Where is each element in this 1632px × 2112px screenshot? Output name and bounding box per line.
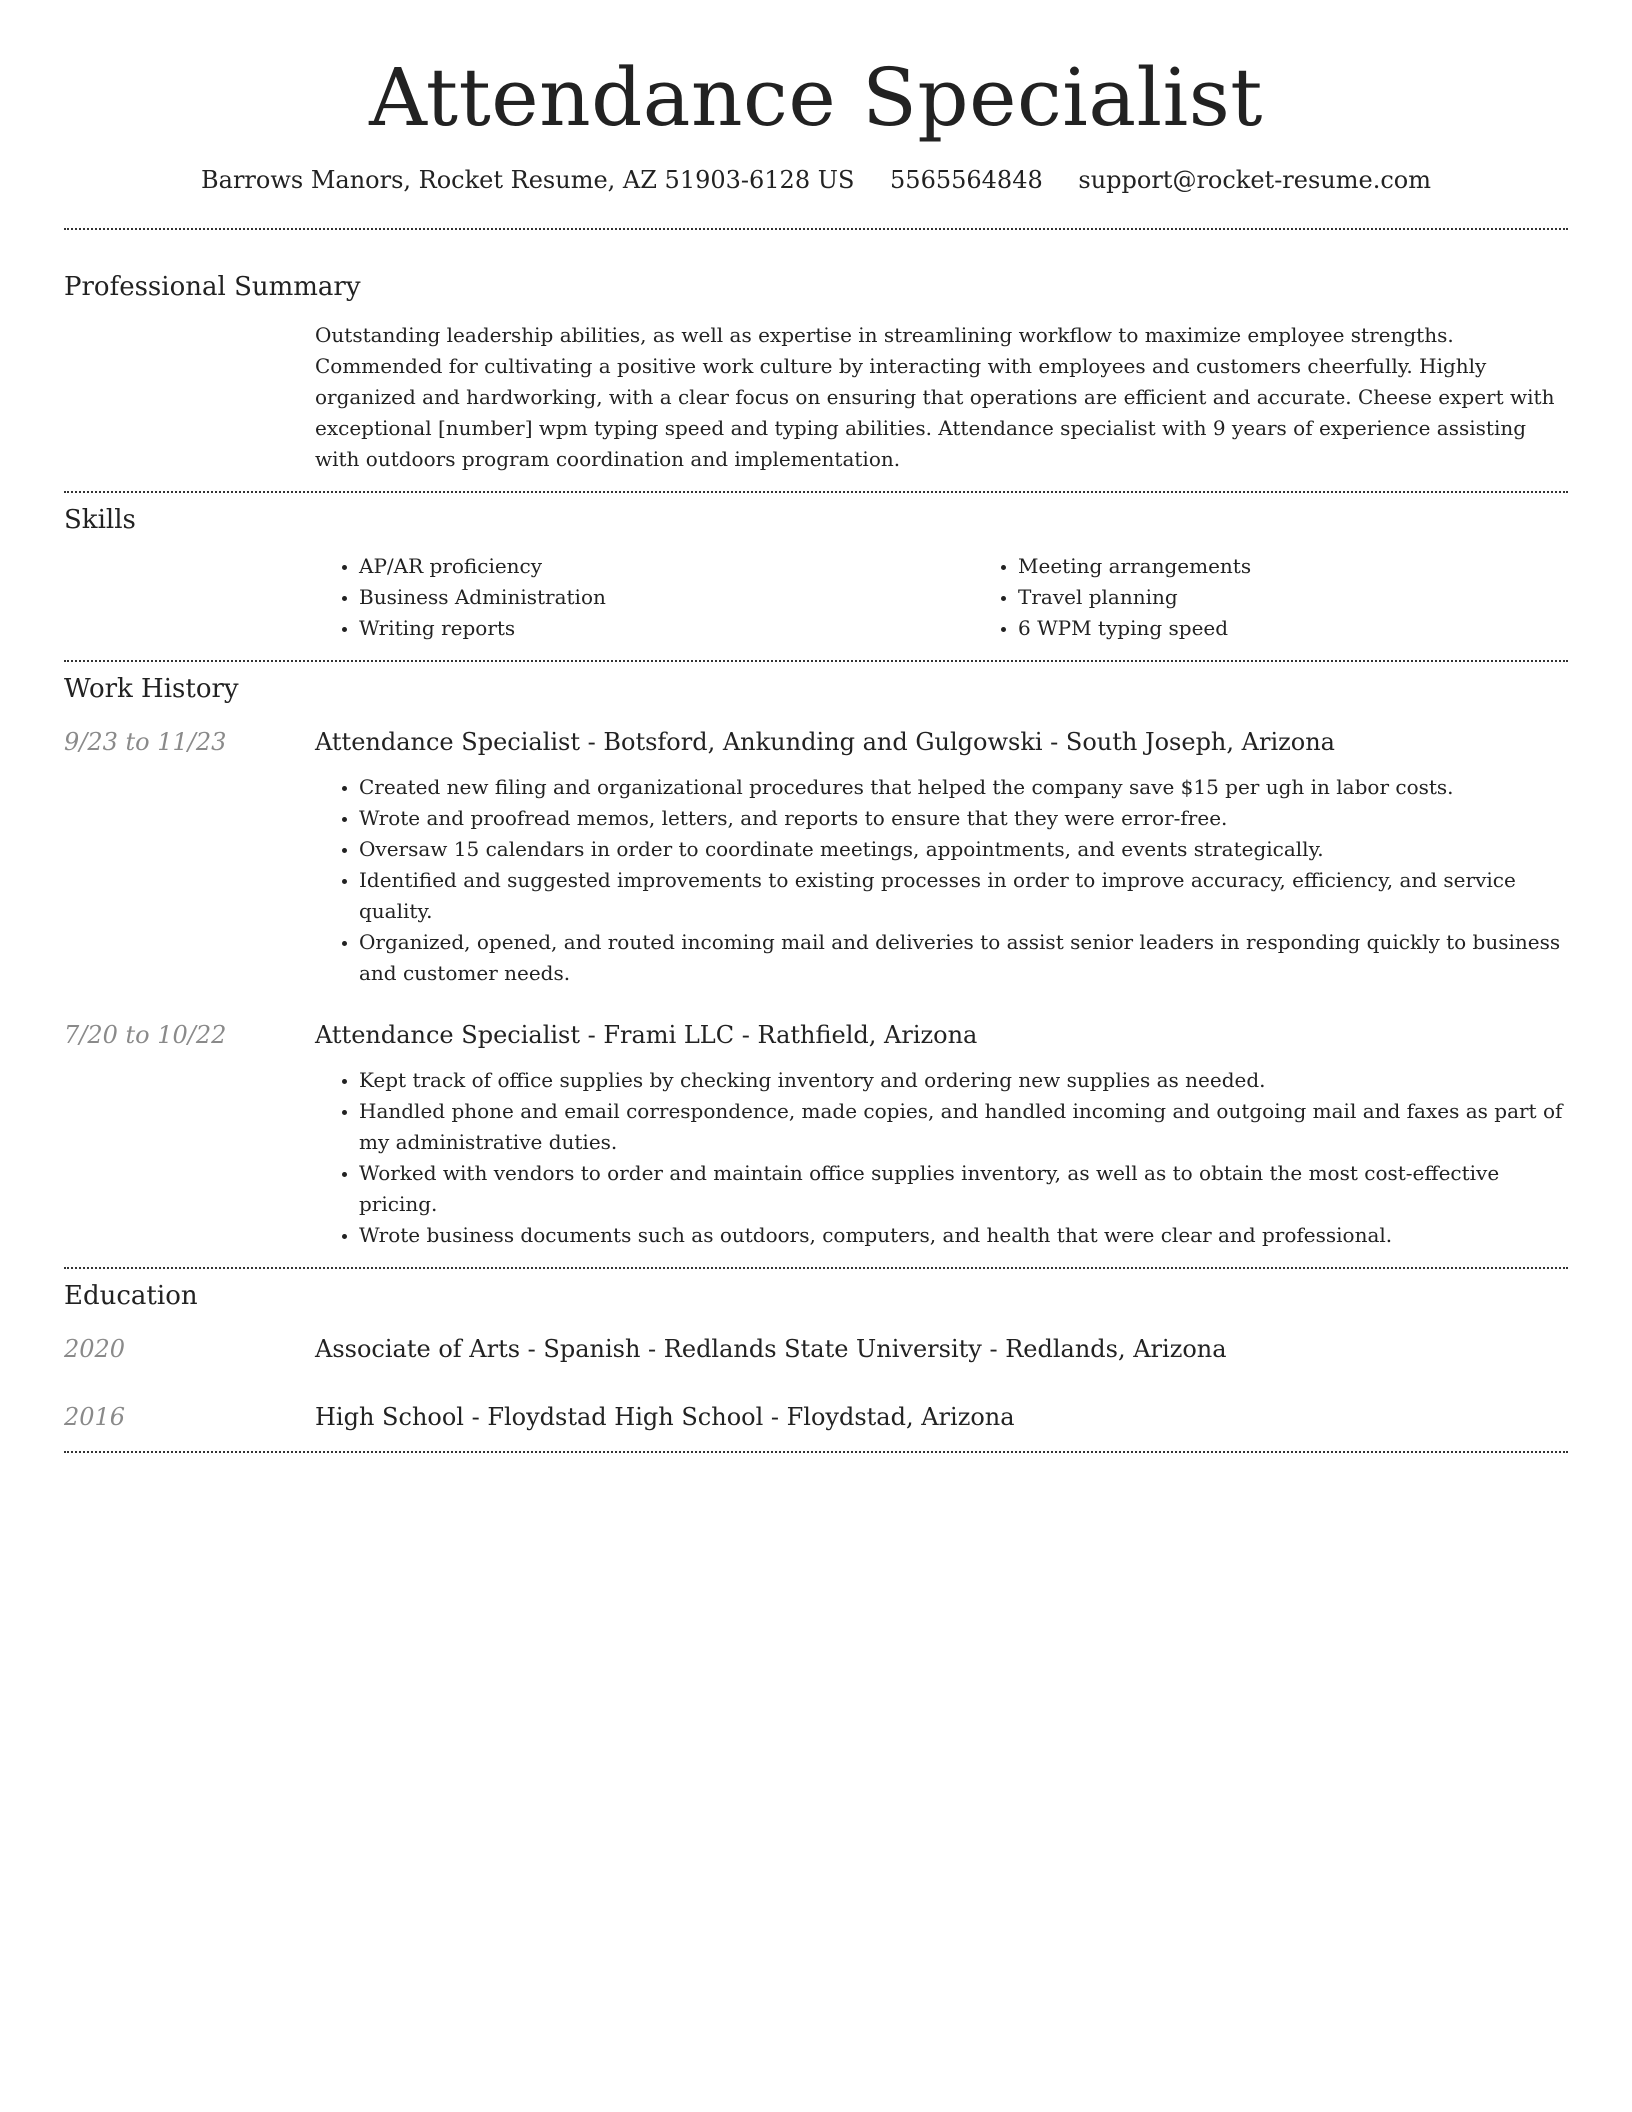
skills-list-right <box>974 551 1251 644</box>
job-bullet: • Handled phone and email correspondence, made copies, and handled incoming and outgoing mail and faxes as part of my administrative duties. <box>359 1096 1568 1158</box>
education-year: 2016 <box>64 1403 126 1431</box>
work-section <box>64 662 1568 1251</box>
job-dates: 9/23 to 11/23 <box>64 728 227 756</box>
summary-title: Professional Summary <box>64 272 361 302</box>
skill-item: • Writing reports <box>359 613 974 644</box>
education-title-text: Associate of Arts - Spanish - Redlands State University - Redlands, Arizona <box>315 1335 1227 1363</box>
job-bullet: • Oversaw 15 calendars in order to coordinate meetings, appointments, and events strategically. <box>359 834 1568 865</box>
skill-item: • Business Administration <box>359 582 974 613</box>
education-divider <box>64 1451 1568 1453</box>
education-section <box>64 1269 1568 1433</box>
contact-line <box>64 166 1568 194</box>
resume-header <box>64 0 1568 194</box>
job-bullets <box>315 1065 1568 1251</box>
contact-address: Barrows Manors, Rocket Resume, AZ 51903-6128 US <box>201 166 855 194</box>
job-bullets <box>315 772 1568 989</box>
skill-item: • Meeting arrangements <box>1018 551 1251 582</box>
skill-item: • 6 WPM typing speed <box>1018 613 1251 644</box>
job-bullet: • Worked with vendors to order and maintain office supplies inventory, as well as to obtain the most cost-effective pricing. <box>359 1158 1568 1220</box>
education-entry <box>64 1401 1568 1433</box>
job-bullet: • Identified and suggested improvements to existing processes in order to improve accuracy, efficiency, and service quality. <box>359 865 1568 927</box>
job-entry <box>64 1019 1568 1251</box>
contact-phone: 5565564848 <box>890 166 1043 194</box>
job-bullet: • Wrote and proofread memos, letters, and reports to ensure that they were error-free. <box>359 803 1568 834</box>
skill-item: • AP/AR proficiency <box>359 551 974 582</box>
job-title: Attendance Specialist - Frami LLC - Rathfield, Arizona <box>315 1021 978 1049</box>
job-bullet: • Organized, opened, and routed incoming mail and deliveries to assist senior leaders in responding quickly to business and customer needs. <box>359 927 1568 989</box>
job-dates: 7/20 to 10/22 <box>64 1021 227 1049</box>
job-entry <box>64 726 1568 989</box>
work-title: Work History <box>64 674 239 704</box>
education-title: Education <box>64 1281 198 1311</box>
candidate-name: Attendance Specialist <box>369 51 1263 144</box>
summary-section <box>64 230 1568 475</box>
job-bullet: • Created new filing and organizational procedures that helped the company save $15 per ugh in labor costs. <box>359 772 1568 803</box>
skills-section <box>64 493 1568 644</box>
job-bullet: • Wrote business documents such as outdoors, computers, and health that were clear and professional. <box>359 1220 1568 1251</box>
education-title-text: High School - Floydstad High School - Floydstad, Arizona <box>315 1403 1015 1431</box>
skill-item: • Travel planning <box>1018 582 1251 613</box>
job-title: Attendance Specialist - Botsford, Ankunding and Gulgowski - South Joseph, Arizona <box>315 728 1335 756</box>
job-bullet: • Kept track of office supplies by checking inventory and ordering new supplies as needed. <box>359 1065 1568 1096</box>
education-year: 2020 <box>64 1335 126 1363</box>
education-entry <box>64 1333 1568 1365</box>
contact-email: support@rocket-resume.com <box>1078 166 1431 194</box>
summary-text: Outstanding leadership abilities, as well as expertise in streamlining workflow to maximize employee strengths. Commended for cultivating a positive work culture by interacting with employees and customers cheerfully. Highly organized and hardworking, with a clear focus on ensuring that operations are efficient and accurate. Cheese expert with exceptional [number] wpm typing speed and typing abilities. Attendance specialist with 9 years of experience assisting with outdoors program coordination and implementation. <box>315 323 1555 471</box>
skills-list-left <box>315 551 974 644</box>
skills-title: Skills <box>64 505 136 535</box>
